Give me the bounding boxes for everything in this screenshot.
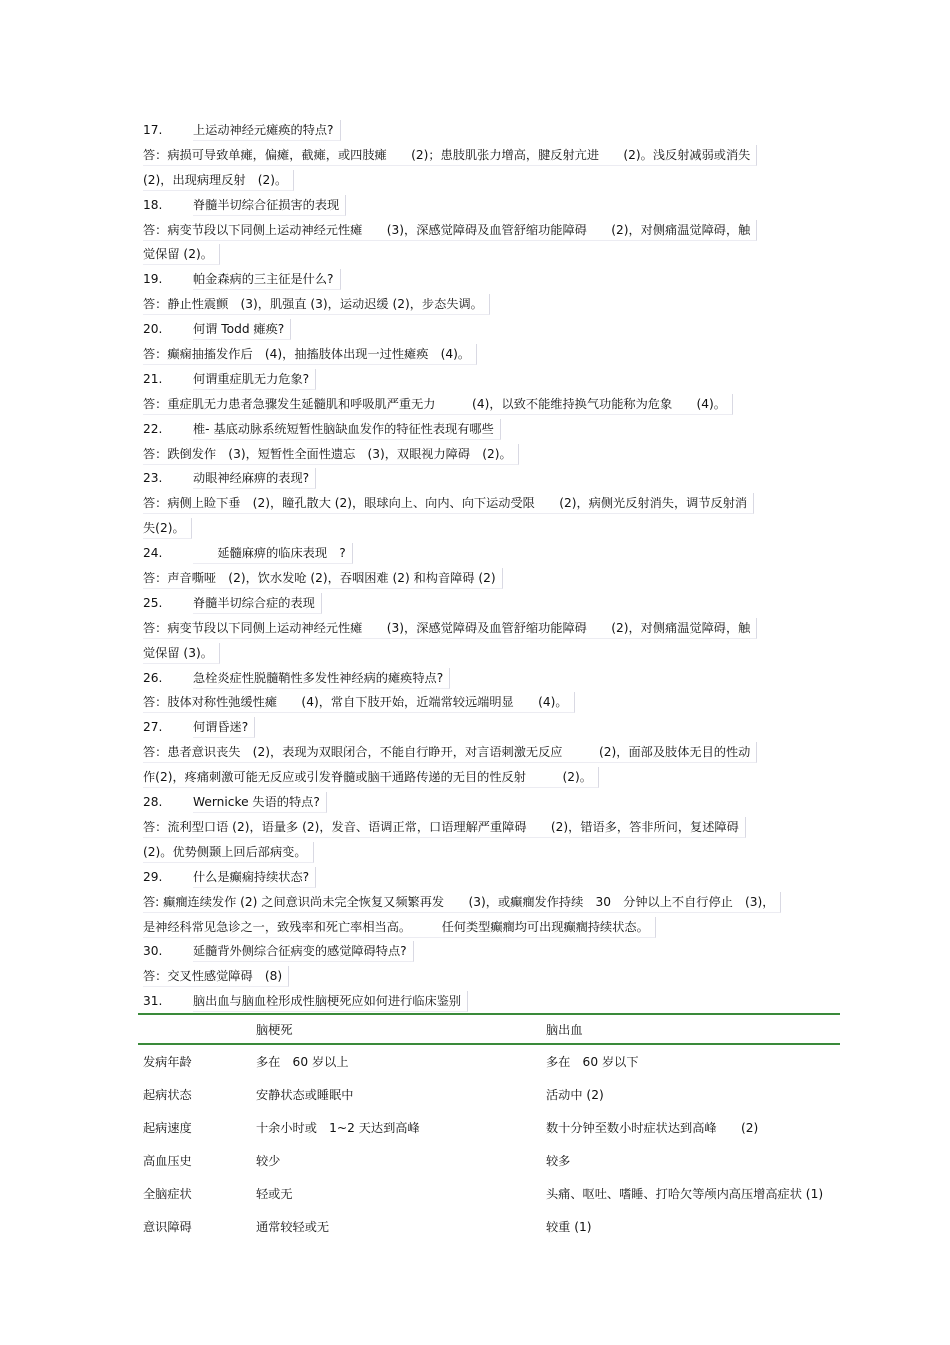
answer-text: 答：交叉性感觉障碍 (8) [143, 966, 289, 987]
answer-line [143, 342, 808, 367]
answer-text: (2)，出现病理反射 (2)。 [143, 170, 294, 191]
answer-line [143, 168, 808, 193]
question-line [143, 865, 808, 890]
answer-text: 答: 癫癎连续发作 (2) 之间意识尚未完全恢复又频繁再发 (3)，或癫癎发作持续 30 分钟以上不自行停止 (3)， [143, 892, 781, 913]
table-cell: 数十分钟至数小时症状达到高峰 (2) [546, 1121, 759, 1135]
answer-line [143, 690, 808, 715]
table-row [138, 1177, 840, 1210]
answer-text: 答：声音嘶哑 (2)，饮水发呛 (2)，吞咽困难 (2) 和构音障碍 (2) [143, 568, 503, 589]
answer-line [143, 890, 808, 915]
table-cell: 安静状态或睡眠中 [256, 1088, 354, 1102]
question-number: 25. [143, 595, 163, 610]
answer-line [143, 392, 808, 417]
table-header-cell [138, 1014, 251, 1044]
answer-line [143, 740, 808, 765]
answer-line [143, 964, 808, 989]
question-number: 28. [143, 795, 163, 810]
question-text: 延髓背外侧综合征病变的感觉障碍特点? [193, 941, 414, 962]
answer-line [143, 516, 808, 541]
question-line [143, 790, 808, 815]
table-cell: 头痛、呕吐、嗜睡、打哈欠等颅内高压增高症状 (1) [546, 1187, 824, 1201]
answer-text: (2)。优势侧颞上回后部病变。 [143, 842, 314, 863]
question-number: 31. [143, 994, 163, 1009]
question-line [143, 466, 808, 491]
question-number: 21. [143, 371, 163, 386]
question-text: 急栓炎症性脱髓鞘性多发性神经病的瘫痪特点? [193, 668, 450, 689]
table-cell: 较多 [546, 1154, 571, 1168]
question-line [143, 417, 808, 442]
answer-line [143, 765, 808, 790]
table-cell: 活动中 (2) [546, 1088, 604, 1102]
table-row [138, 1111, 840, 1144]
table-header-row [138, 1014, 840, 1044]
question-line [143, 666, 808, 691]
answer-text: 答：病变节段以下同侧上运动神经元性瘫 (3)，深感觉障碍及血管舒缩功能障碍 (2)，对侧痛温觉障碍，触 [143, 220, 757, 241]
question-text: 延髓麻痹的临床表现 ? [193, 543, 353, 564]
table-cell: 意识障碍 [143, 1220, 192, 1234]
table-cell: 轻或无 [256, 1187, 293, 1201]
question-line [143, 939, 808, 964]
answer-line [143, 641, 808, 666]
question-text: 脑出血与脑血栓形成性脑梗死应如何进行临床鉴别 [193, 991, 468, 1012]
table-cell: 较重 (1) [546, 1220, 592, 1234]
question-line [143, 317, 808, 342]
answer-text: 答：肢体对称性弛缓性瘫 (4)，常自下肢开始，近端常较远端明显 (4)。 [143, 692, 575, 713]
answer-text: 答：患者意识丧失 (2)，表现为双眼闭合，不能自行睁开，对言语刺激无反应 (2)，面部及肢体无目的性动 [143, 742, 757, 763]
question-text: 椎- 基底动脉系统短暂性脑缺血发作的特征性表现有哪些 [193, 419, 501, 440]
answer-text: 答：重症肌无力患者急骤发生延髓肌和呼吸肌严重无力 (4)，以致不能维持换气功能称为危象 (4)。 [143, 394, 733, 415]
question-text: 上运动神经元瘫痪的特点? [193, 120, 341, 141]
table-row [138, 1210, 840, 1243]
answer-line [143, 840, 808, 865]
answer-text: 觉保留 (2)。 [143, 244, 220, 265]
question-text: 何谓昏迷? [193, 717, 255, 738]
question-number: 27. [143, 720, 163, 735]
table-cell: 起病状态 [143, 1088, 192, 1102]
question-text: Wernicke 失语的特点? [193, 792, 327, 813]
table-cell: 较少 [256, 1154, 281, 1168]
table-cell: 全脑症状 [143, 1187, 192, 1201]
question-number: 22. [143, 421, 163, 436]
comparison-table [138, 1013, 840, 1243]
question-line [143, 118, 808, 143]
question-text: 脊髓半切综合征损害的表现 [193, 195, 346, 216]
answer-line [143, 566, 808, 591]
question-number: 24. [143, 546, 163, 561]
question-text: 脊髓半切综合症的表现 [193, 593, 322, 614]
answer-line [143, 143, 808, 168]
question-number: 17. [143, 123, 163, 137]
answer-text: 是神经科常见急诊之一，致残率和死亡率相当高。 任何类型癫癎均可出现癫癎持续状态。 [143, 917, 656, 938]
table-row [138, 1078, 840, 1111]
question-line [143, 367, 808, 392]
question-line [143, 267, 808, 292]
question-number: 20. [143, 322, 163, 337]
answer-line [143, 915, 808, 940]
table-cell: 起病速度 [143, 1121, 192, 1135]
question-line [143, 541, 808, 566]
table-cell: 多在 60 岁以下 [546, 1055, 639, 1069]
answer-text: 答：癫痫抽搐发作后 (4)，抽搐肢体出现一过性瘫痪 (4)。 [143, 344, 477, 365]
table-cell: 十余小时或 1~2 天达到高峰 [256, 1121, 420, 1135]
question-number: 23. [143, 471, 163, 486]
answer-text: 作(2)，疼痛刺激可能无反应或引发脊髓或脑干通路传递的无目的性反射 (2)。 [143, 767, 599, 788]
question-number: 29. [143, 869, 163, 884]
answer-line [143, 292, 808, 317]
table-cell: 高血压史 [143, 1154, 192, 1168]
question-line [143, 715, 808, 740]
answer-line [143, 491, 808, 516]
answer-line [143, 616, 808, 641]
question-number: 19. [143, 272, 163, 287]
table-cell: 发病年龄 [143, 1055, 192, 1069]
table-row [138, 1044, 840, 1078]
question-text: 什么是癫痫持续状态? [193, 867, 316, 888]
answer-text: 答：病变节段以下同侧上运动神经元性瘫 (3)，深感觉障碍及血管舒缩功能障碍 (2)，对侧痛温觉障碍，触 [143, 618, 757, 639]
table-cell: 通常较轻或无 [256, 1220, 330, 1234]
table-cell: 多在 60 岁以上 [256, 1055, 349, 1069]
table-header-cell: 脑出血 [541, 1014, 840, 1044]
answer-text: 答：流利型口语 (2)，语量多 (2)，发音、语调正常，口语理解严重障碍 (2)，错语多，答非所问，复述障碍 [143, 817, 746, 838]
answer-text: 答：病侧上睑下垂 (2)，瞳孔散大 (2)，眼球向上、向内、向下运动受限 (2)，病侧光反射消失，调节反射消 [143, 493, 754, 514]
question-number: 30. [143, 944, 163, 959]
answer-text: 答：静止性震颤 (3)，肌强直 (3)，运动迟缓 (2)，步态失调。 [143, 294, 490, 315]
question-text: 动眼神经麻痹的表现? [193, 468, 316, 489]
answer-line [143, 242, 808, 267]
question-text: 何谓 Todd 瘫痪? [193, 319, 291, 340]
answer-text: 答：病损可导致单瘫，偏瘫，截瘫，或四肢瘫 (2)；患肢肌张力增高，腱反射亢进 (2)。浅反射减弱或消失 [143, 145, 757, 166]
table-header-cell: 脑梗死 [251, 1014, 541, 1044]
question-line [143, 591, 808, 616]
question-number: 26. [143, 670, 163, 685]
answer-line [143, 218, 808, 243]
answer-line [143, 815, 808, 840]
question-text: 何谓重症肌无力危象? [193, 369, 316, 390]
answer-text: 答：跌倒发作 (3)，短暂性全面性遗忘 (3)，双眼视力障碍 (2)。 [143, 444, 519, 465]
question-text: 帕金森病的三主征是什么? [193, 269, 341, 290]
question-line [143, 193, 808, 218]
answer-text: 失(2)。 [143, 518, 192, 539]
qa-list [143, 118, 808, 1014]
question-line [143, 989, 808, 1014]
answer-line [143, 442, 808, 467]
table-row [138, 1144, 840, 1177]
question-number: 18. [143, 197, 163, 212]
answer-text: 觉保留 (3)。 [143, 643, 220, 664]
